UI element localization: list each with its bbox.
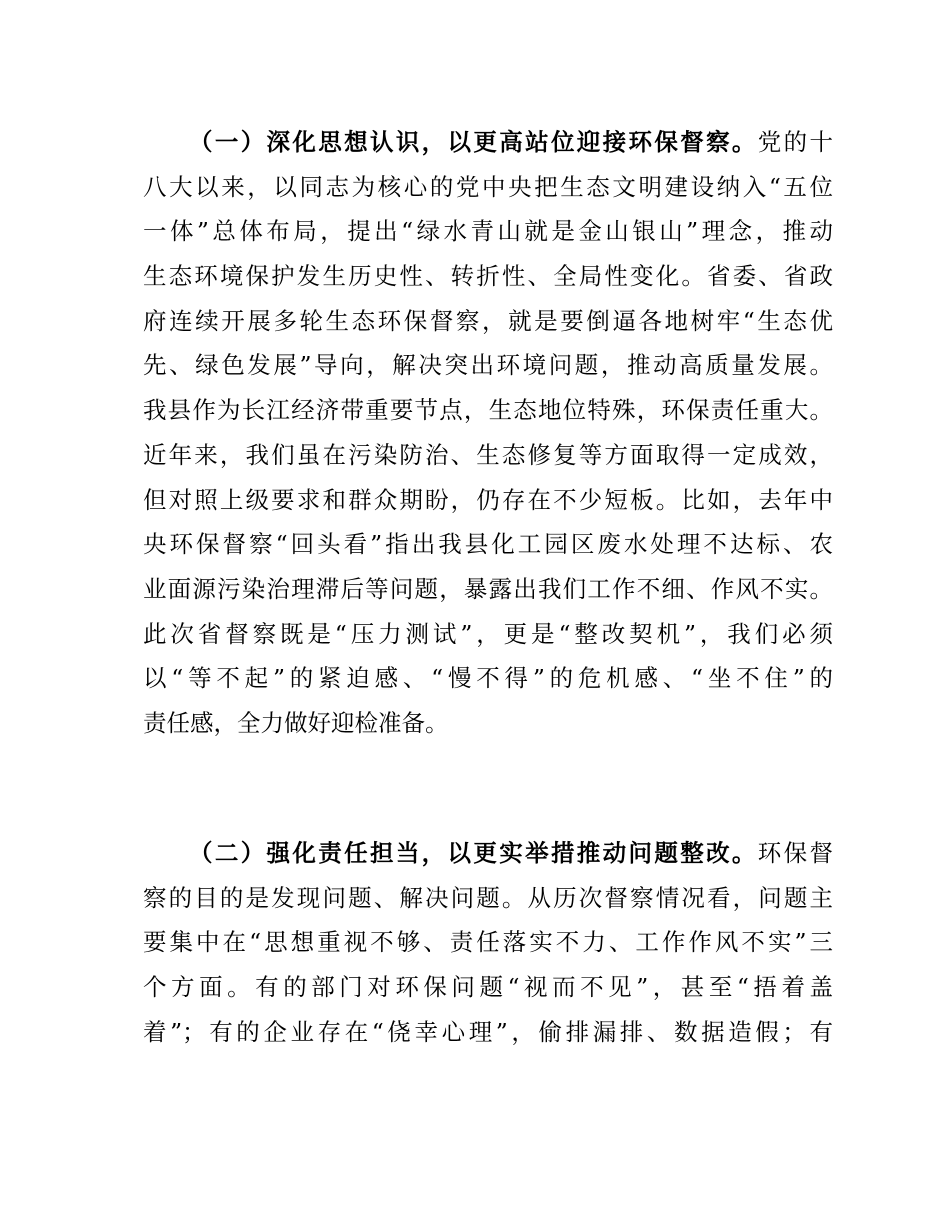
paragraph-1-heading: （一）深化思想认识，以更高站位迎接环保督察。 bbox=[189, 128, 758, 156]
paragraph-1-line-14: 责任感，全力做好迎检准备。 bbox=[143, 708, 449, 737]
paragraph-1-line-13: 以“等不起”的紧迫感、“慢不得”的危机感、“坐不住”的 bbox=[143, 664, 833, 693]
paragraph-2-line-4: 个方面。有的部门对环保问题“视而不见”，甚至“捂着盖 bbox=[143, 973, 833, 1002]
paragraph-1-line-12: 此次省督察既是“压力测试”，更是“整改契机”，我们必须 bbox=[143, 619, 833, 648]
paragraph-2-line-5: 着”；有的企业存在“侥幸心理”，偷排漏排、数据造假；有 bbox=[143, 1017, 833, 1046]
paragraph-1-line-9: 但对照上级要求和群众期盼，仍存在不少短板。比如，去年中 bbox=[143, 485, 833, 514]
paragraph-1-line-4: 生态环境保护发生历史性、转折性、全局性变化。省委、省政 bbox=[143, 262, 833, 291]
paragraph-1-line-3: 一体”总体布局，提出“绿水青山就是金山银山”理念，推动 bbox=[143, 217, 833, 246]
paragraph-2-line-2: 察的目的是发现问题、解决问题。从历次督察情况看，问题主 bbox=[143, 883, 833, 912]
paragraph-2-first-line-text: 环保督 bbox=[757, 839, 834, 867]
paragraph-1-line-7: 我县作为长江经济带重要节点，生态地位特殊，环保责任重大。 bbox=[143, 396, 833, 425]
paragraph-2-heading: （二）强化责任担当，以更实举措推动问题整改。 bbox=[189, 839, 758, 867]
paragraph-1 bbox=[143, 120, 833, 746]
paragraph-2-first-line bbox=[143, 831, 833, 876]
paragraph-1-line-10: 央环保督察“回头看”指出我县化工园区废水处理不达标、农 bbox=[143, 530, 833, 559]
paragraph-1-line-2: 八大以来，以同志为核心的党中央把生态文明建设纳入“五位 bbox=[143, 172, 833, 201]
paragraph-2 bbox=[143, 831, 833, 1054]
paragraph-1-first-line-text: 党的十 bbox=[757, 128, 834, 156]
paragraph-1-first-line bbox=[143, 120, 833, 165]
paragraph-1-line-5: 府连续开展多轮生态环保督察，就是要倒逼各地树牢“生态优 bbox=[143, 306, 833, 335]
paragraph-1-line-8: 近年来，我们虽在污染防治、生态修复等方面取得一定成效， bbox=[143, 440, 833, 469]
paragraph-1-line-11: 业面源污染治理滞后等问题，暴露出我们工作不细、作风不实。 bbox=[143, 574, 833, 603]
paragraph-1-line-6: 先、绿色发展”导向，解决突出环境问题，推动高质量发展。 bbox=[143, 351, 833, 380]
paragraph-2-line-3: 要集中在“思想重视不够、责任落实不力、工作作风不实”三 bbox=[143, 928, 833, 957]
